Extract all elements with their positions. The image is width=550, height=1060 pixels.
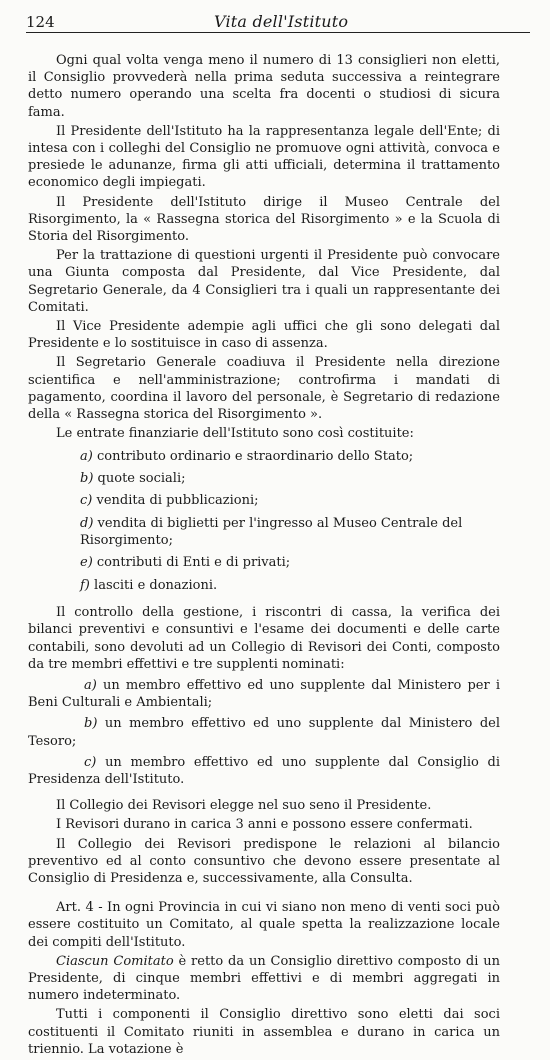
list-marker: c)	[84, 754, 97, 770]
list-item	[80, 448, 500, 465]
list-item	[80, 515, 500, 549]
paragraph: Il Collegio dei Revisori predispone le relazioni al bilancio preventivo ed al conto consuntivo che devono essere presentate al Consiglio di Presidenza e, successivamente, alla Consulta.	[28, 836, 500, 887]
paragraph: Tutti i componenti il Consiglio direttivo sono eletti dai soci costituenti il Comitato riuniti in assemblea e durano in carica un triennio. La votazione è	[28, 1007, 500, 1057]
list-item-text: vendita di pubblicazioni;	[96, 493, 259, 509]
paragraph	[28, 953, 500, 1005]
list-marker: d)	[80, 515, 94, 531]
list-marker: a)	[84, 678, 97, 694]
running-title: Vita dell'Istituto	[214, 12, 349, 31]
list-item-text: contributi di Enti e di privati;	[96, 555, 291, 571]
list-marker: c)	[80, 493, 93, 509]
paragraph: Il Presidente dell'Istituto ha la rappresentanza legale dell'Ente; di intesa con i colleghi del Consiglio ne promuove ogni attività, convoca e presiede le adunanze, firma gli atti ufficiali, determina il trattamento economico degli impiegati.	[28, 123, 500, 191]
list-marker: e)	[80, 555, 93, 571]
list-item-text: un membro effettivo ed uno supplente dal Consiglio di Presidenza dell'Istituto.	[28, 754, 500, 788]
list-item	[28, 677, 500, 711]
body-text	[28, 52, 500, 1060]
emphasis-text: Ciascun Comitato	[56, 953, 174, 969]
list-item	[28, 715, 500, 749]
list-item-text: vendita di biglietti per l'ingresso al Museo Centrale del Risorgimento;	[80, 515, 463, 549]
list-item	[80, 577, 500, 594]
revisori-list	[28, 677, 500, 788]
list-item-text: quote sociali;	[97, 471, 186, 487]
list-item-text: un membro effettivo ed uno supplente dal Ministero per i Beni Culturali e Ambientali;	[28, 678, 500, 711]
paragraph: Ogni qual volta venga meno il numero di 13 consiglieri non eletti, il Consiglio provvederà nella prima seduta successiva a reintegrare detto numero operando una scelta fra docenti o studiosi di sicura fama.	[28, 53, 500, 120]
paragraph: Il Presidente dell'Istituto dirige il Museo Centrale del Risorgimento, la « Rassegna storica del Risorgimento » e la Scuola di Storia del Risorgimento.	[28, 194, 500, 245]
paragraph-text: è retto da un Consiglio direttivo composto di un Presidente, di cinque membri effettivi e di membri aggregati in numero indeterminato.	[28, 953, 500, 1004]
paragraph: I Revisori durano in carica 3 anni e possono essere confermati.	[56, 817, 473, 833]
list-item	[80, 554, 500, 571]
paragraph: Il Vice Presidente adempie agli uffici che gli sono delegati dal Presidente e lo sostituisce in caso di assenza.	[28, 319, 500, 352]
list-item	[28, 754, 500, 788]
page-number: 124	[26, 13, 55, 31]
list-marker: a)	[80, 448, 93, 464]
paragraph: Il controllo della gestione, i riscontri di cassa, la verifica dei bilanci preventivi e consuntivi e l'esame dei documenti e delle carte contabili, sono devoluti ad un Collegio di Revisori dei Conti, composto da tre membri effettivi e tre supplenti nominati:	[28, 605, 500, 672]
entrate-list	[28, 448, 500, 594]
paragraph: Per la trattazione di questioni urgenti il Presidente può convocare una Giunta composta dal Presidente, dal Vice Presidente, dal Segretario Generale, da 4 Consiglieri tra i quali un rappresentante dei Comitati.	[28, 248, 500, 315]
article-paragraph: Art. 4 - In ogni Provincia in cui vi siano non meno di venti soci può essere costituito un Comitato, al quale spetta la realizzazione locale dei compiti dell'Istituto.	[28, 900, 500, 950]
list-item-text: un membro effettivo ed uno supplente dal Ministero del Tesoro;	[28, 716, 500, 749]
list-item-text: contributo ordinario e straordinario dello Stato;	[96, 448, 414, 464]
paragraph: Il Segretario Generale coadiuva il Presidente nella direzione scientifica e nell'amministrazione; controfirma i mandati di pagamento, coordina il lavoro del personale, è Segretario di redazione della « Rassegna storica del Risorgimento ».	[28, 355, 500, 423]
list-marker: f)	[80, 577, 90, 593]
page-header	[26, 10, 530, 33]
list-item	[80, 492, 500, 509]
paragraph: Le entrate finanziarie dell'Istituto sono così costituite:	[56, 426, 414, 442]
list-marker: b)	[80, 471, 94, 487]
list-item	[80, 470, 500, 487]
list-marker: b)	[84, 716, 98, 732]
list-item-text: lasciti e donazioni.	[94, 577, 218, 593]
paragraph: Il Collegio dei Revisori elegge nel suo seno il Presidente.	[56, 798, 432, 814]
